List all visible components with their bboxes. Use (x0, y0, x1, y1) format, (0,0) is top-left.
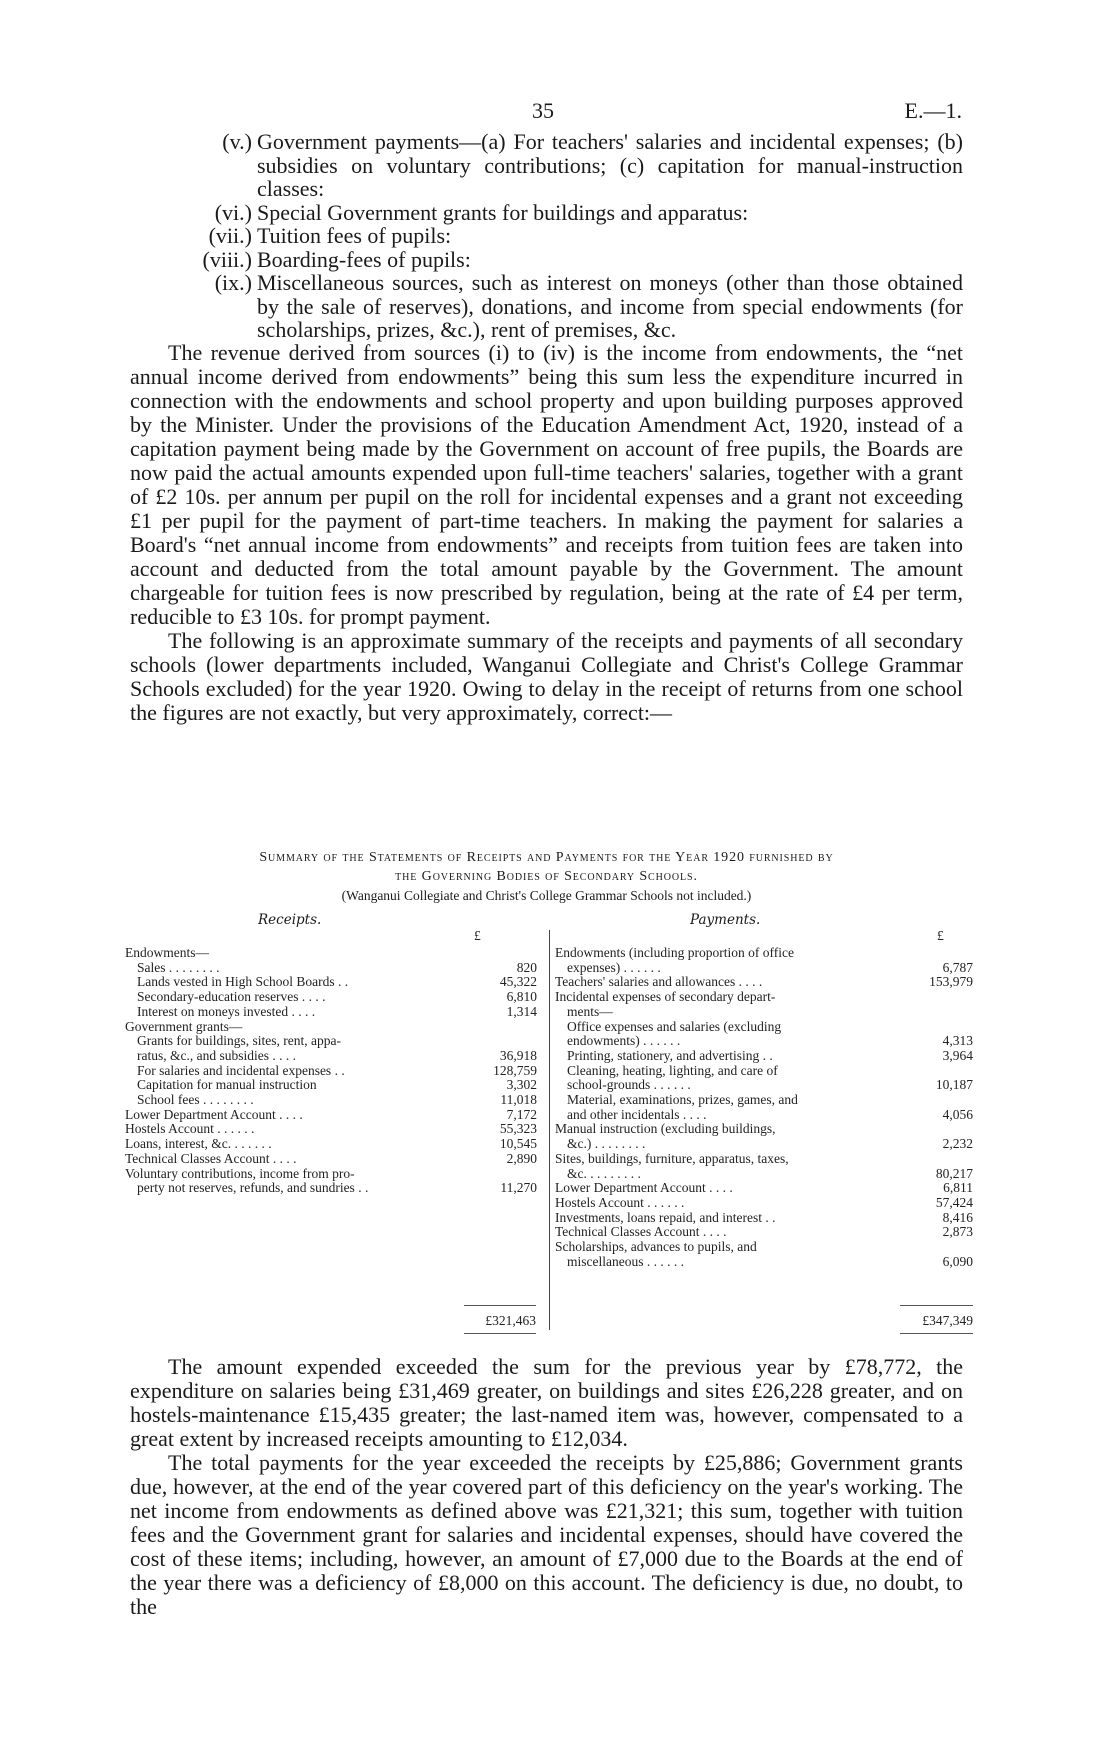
table-row (555, 989, 973, 1004)
list-item-number: (vii.) (208, 223, 252, 248)
list-item-number: (viii.) (202, 246, 252, 272)
row-label: Office expenses and salaries (excluding (567, 1018, 782, 1034)
document-reference: E.—1. (904, 98, 962, 123)
row-value: 57,424 (935, 1194, 973, 1210)
row-value: 3,302 (506, 1077, 537, 1093)
table-row (555, 1210, 973, 1225)
row-label: Sales . . . . . . . . (137, 959, 220, 975)
table-row (125, 945, 537, 960)
page-header (0, 98, 1114, 128)
table-row (125, 974, 537, 989)
row-label: School fees . . . . . . . . (137, 1092, 254, 1107)
table-row (555, 1121, 973, 1136)
row-value: 45,322 (499, 974, 537, 990)
table-row (555, 1063, 973, 1078)
row-label: Lower Department Account . . . . (555, 1180, 733, 1196)
table-row (555, 1180, 973, 1195)
table-row (555, 1048, 973, 1063)
row-label: Scholarships, advances to pupils, and (555, 1239, 757, 1254)
row-label: and other incidentals . . . . (567, 1106, 707, 1122)
summary-subtitle: (Wanganui Collegiate and Christ's College Grammar Schools not included.) (341, 888, 752, 903)
row-value: 1,314 (506, 1003, 537, 1019)
summary-title-line: the Governing Bodies of Secondary Schools. (395, 869, 698, 884)
row-value: 10,545 (499, 1136, 537, 1152)
table-row (555, 1107, 973, 1122)
table-row (125, 1004, 537, 1019)
table-row (555, 945, 973, 960)
table-row (125, 1092, 537, 1107)
table-row (555, 1195, 973, 1210)
row-label: Capitation for manual instruction (137, 1077, 317, 1093)
row-value: 4,313 (942, 1033, 973, 1049)
table-row (125, 1121, 537, 1136)
paragraph: The revenue derived from sources (i) to (iv) is the income from endowments, the “net annual income derived from endowments” being this sum less the expenditure incurred in connection with the endowments and school property and upon building purposes approved by the Minister. Under the provisions of the Education Amendment Act, 1920, instead of a capitation payment being made by the Government on account of free pupils, the Boards are now paid the actual amounts expended upon full-time teachers' salaries, together with a grant of £2 10s. per annum per pupil on the roll for incidental expenses and a grant not exceeding £1 per pupil for the payment of part-time teachers. In making the payment for salaries a Board's “net annual income from endowments” and receipts from tuition fees are taken into account and deducted from the total amount payable by the Government. The amount chargeable for tuition fees is now prescribed by regulation, being at the rate of £4 per term, reducible to £3 10s. for prompt payment. (130, 340, 963, 629)
table-row (555, 1239, 973, 1254)
row-value: 128,759 (493, 1062, 537, 1078)
row-value: 820 (516, 959, 537, 975)
table-row (555, 1019, 973, 1034)
summary-title-line: Summary of the Statements of Receipts and Payments for the Year 1920 furnished by (259, 850, 834, 865)
row-label: Cleaning, heating, lighting, and care of (567, 1062, 778, 1078)
list-item-number: (ix.) (214, 270, 252, 295)
row-label: Manual instruction (excluding buildings, (555, 1121, 776, 1137)
row-value: 6,090 (942, 1253, 973, 1269)
row-label: Technical Classes Account . . . . (125, 1150, 297, 1166)
table-row (555, 1077, 973, 1092)
row-label: perty not reserves, refunds, and sundries . . (137, 1180, 369, 1196)
page-number: 35 (532, 98, 554, 123)
list-item (195, 201, 963, 225)
row-label: Endowments (including proportion of office (555, 945, 794, 960)
table-row (125, 1107, 537, 1122)
row-value: 3,964 (942, 1047, 973, 1063)
payments-total: £347,349 (922, 1313, 973, 1328)
paragraph: The amount expended exceeded the sum for the previous year by £78,772, the expenditure on salaries being £31,469 greater, on buildings and sites £26,228 greater, and on hostels-maintenance £15,435 greater; the last-named item was, however, compensated to a great extent by increased receipts amounting to £12,034. (130, 1354, 963, 1451)
row-value: 8,416 (942, 1209, 973, 1225)
row-label: school-grounds . . . . . . (567, 1077, 691, 1093)
table-row (555, 1166, 973, 1181)
row-label: Printing, stationery, and advertising . . (567, 1047, 773, 1063)
table-row (555, 1254, 973, 1269)
row-value: 6,787 (942, 959, 973, 975)
list-item-text: Miscellaneous sources, such as interest on moneys (other than those obtained by the sale of reserves), donations, and income from special endowments (for scholarships, prizes, &c.), rent of premises, &c. (257, 270, 963, 342)
table-row (125, 1033, 537, 1048)
column-divider (549, 930, 550, 1330)
list-item-text: Government payments—(a) For teachers' salaries and incidental expenses; (b) subsidies on voluntary contributions; (c) capitation for manual-instruction classes: (257, 129, 963, 201)
list-item (195, 271, 963, 342)
table-row (125, 1063, 537, 1078)
table-row (125, 1019, 537, 1034)
row-label: Interest on moneys invested . . . . (137, 1003, 316, 1019)
row-label: Grants for buildings, sites, rent, appa- (137, 1033, 341, 1049)
row-value: 6,810 (506, 989, 537, 1005)
list-item-text: Special Government grants for buildings and apparatus: (257, 199, 749, 225)
body-text-top (130, 341, 963, 725)
row-value: 2,232 (942, 1136, 973, 1152)
row-label: Hostels Account . . . . . . (125, 1121, 255, 1137)
row-label: Endowments— (125, 945, 209, 960)
table-row (125, 1180, 537, 1195)
list-item-text: Tuition fees of pupils: (257, 223, 452, 248)
table-row (125, 1166, 537, 1181)
row-label: Investments, loans repaid, and interest . . (555, 1209, 776, 1225)
row-value: 11,018 (500, 1092, 537, 1107)
row-value: 7,172 (506, 1106, 537, 1122)
table-row (555, 1004, 973, 1019)
receipts-table (125, 945, 537, 1245)
row-value: 80,217 (935, 1165, 973, 1181)
row-label: Technical Classes Account . . . . (555, 1224, 727, 1240)
receipts-total-rule (464, 1305, 536, 1306)
row-value: 36,918 (499, 1047, 537, 1063)
row-label: Material, examinations, prizes, games, and (567, 1092, 798, 1107)
row-value: 6,811 (943, 1180, 973, 1196)
payments-table (555, 945, 973, 1325)
table-row (555, 1151, 973, 1166)
row-label: &c.) . . . . . . . . (567, 1136, 646, 1152)
row-value: 55,323 (499, 1121, 537, 1137)
table-row (125, 1151, 537, 1166)
row-label: ments— (567, 1003, 613, 1019)
row-label: expenses) . . . . . . (567, 959, 661, 975)
table-row (555, 1136, 973, 1151)
list-item-text: Boarding-fees of pupils: (257, 246, 471, 272)
table-row (125, 960, 537, 975)
payments-total-underline (900, 1333, 973, 1334)
row-label: For salaries and incidental expenses . . (137, 1062, 345, 1078)
row-label: ratus, &c., and subsidies . . . . (137, 1047, 296, 1063)
row-label: miscellaneous . . . . . . (567, 1253, 684, 1269)
table-row (125, 1048, 537, 1063)
row-value: 153,979 (929, 974, 973, 990)
row-label: Incidental expenses of secondary depart- (555, 989, 776, 1005)
row-label: Government grants— (125, 1018, 243, 1034)
row-value: 10,187 (935, 1077, 973, 1093)
list-item (195, 224, 963, 248)
row-label: Voluntary contributions, income from pro- (125, 1165, 355, 1181)
row-value: 4,056 (942, 1106, 973, 1122)
paragraph: The following is an approximate summary of the receipts and payments of all secondary schools (lower departments included, Wanganui Collegiate and Christ's College Grammar Schools excluded) for the year 1920. Owing to delay in the receipt of returns from one school the figures are not exactly, but very approximately, correct:— (130, 628, 963, 725)
paragraph: The total payments for the year exceeded the receipts by £25,886; Government grants due, however, at the end of the year covered part of this deficiency on the year's working. The net income from endowments as defined above was £21,321; this sum, together with tuition fees and the Government grant for salaries and incidental expenses, should have covered the cost of these items; including, however, an amount of £7,000 due to the Boards at the end of the year there was a deficiency of £8,000 on this account. The deficiency is due, no doubt, to the (130, 1450, 963, 1619)
list-item (195, 248, 963, 272)
receipts-total-underline (464, 1333, 536, 1334)
row-label: Hostels Account . . . . . . (555, 1194, 685, 1210)
table-row (125, 989, 537, 1004)
table-row (555, 1033, 973, 1048)
list-item (195, 130, 963, 201)
row-label: Sites, buildings, furniture, apparatus, taxes, (555, 1150, 789, 1166)
summary-title (130, 848, 963, 886)
receipts-heading: Receipts. (258, 912, 322, 928)
row-label: Teachers' salaries and allowances . . . . (555, 974, 763, 990)
table-row (125, 1077, 537, 1092)
row-value: 2,873 (942, 1224, 973, 1240)
table-row (555, 960, 973, 975)
list-item-number: (vi.) (214, 199, 252, 225)
table-row (555, 1092, 973, 1107)
table-row (125, 1136, 537, 1151)
body-text-bottom (130, 1355, 963, 1619)
row-label: Secondary-education reserves . . . . (137, 989, 326, 1005)
row-value: 2,890 (506, 1150, 537, 1166)
row-label: endowments) . . . . . . (567, 1033, 681, 1049)
revenue-sources-list (195, 130, 963, 342)
row-value: 11,270 (500, 1180, 537, 1196)
payments-total-rule (900, 1305, 973, 1306)
table-row (555, 974, 973, 989)
receipts-total: £321,463 (485, 1313, 536, 1328)
row-label: &c. . . . . . . . . (567, 1165, 641, 1181)
payments-currency: £ (937, 928, 944, 943)
payments-heading: Payments. (690, 912, 761, 928)
row-label: Loans, interest, &c. . . . . . . (125, 1136, 272, 1152)
row-label: Lands vested in High School Boards . . (137, 974, 349, 990)
table-row (555, 1224, 973, 1239)
list-item-number: (v.) (222, 129, 252, 154)
receipts-currency: £ (474, 928, 481, 943)
row-label: Lower Department Account . . . . (125, 1106, 303, 1122)
